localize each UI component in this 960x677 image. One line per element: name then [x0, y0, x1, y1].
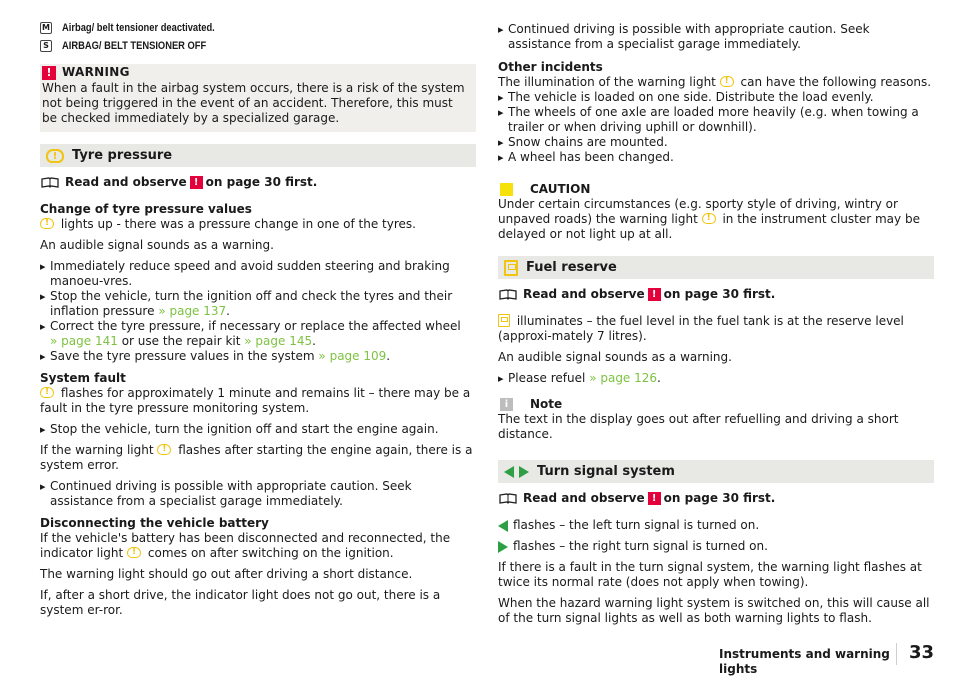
- warning-ref-icon: !: [648, 288, 661, 301]
- change-block: [40, 202, 476, 232]
- warning-box: [40, 64, 476, 132]
- paragraph: If the warning light ! flashes after starting the engine again, there is a system error.: [40, 443, 476, 473]
- warning-ref-icon: !: [648, 492, 661, 505]
- right-column: [498, 22, 934, 626]
- list-item: ▸ A wheel has been changed.: [498, 150, 934, 165]
- list-item: ▸ Please refuel » page 126.: [498, 371, 934, 386]
- paragraph: ! flashes for approximately 1 minute and remains lit – there may be a fault in the tyre pressure monitoring system.: [40, 386, 476, 416]
- section-title: Fuel reserve: [526, 260, 617, 275]
- book-icon: [499, 493, 517, 505]
- paragraph: flashes – the left turn signal is turned on.: [498, 518, 934, 533]
- footer-divider: [896, 643, 897, 665]
- tyre-pressure-icon: [720, 76, 734, 87]
- caution-header: [498, 182, 934, 197]
- paragraph: An audible signal sounds as a warning.: [498, 350, 732, 364]
- paragraph: If the vehicle's battery has been disconnected and reconnected, the indicator light ! comes on after switching on the ignition.: [40, 531, 476, 561]
- page-link[interactable]: » page 126: [589, 371, 658, 385]
- list-item: ▸ Immediately reduce speed and avoid sudden steering and braking manoeu-vres.: [40, 259, 476, 289]
- paragraph: An audible signal sounds as a warning.: [40, 238, 274, 252]
- warning-text: When a fault in the airbag system occurs, there is a risk of the system not being triggered in the event of an accident. Therefore, this must be checked immediately by a specialized garage.: [42, 81, 465, 125]
- paragraph: If there is a fault in the turn signal system, the warning light flashes at twice its normal rate (does not apply when towing).: [498, 560, 922, 589]
- page-link[interactable]: » page 145: [244, 334, 313, 348]
- subheading: Disconnecting the vehicle battery: [40, 516, 269, 530]
- caution-block: [498, 182, 934, 242]
- mode-line-m: [40, 19, 476, 37]
- page-number: 33: [908, 642, 934, 663]
- section-header-tyre: [40, 144, 476, 167]
- page-footer: [719, 642, 939, 676]
- list-item: ▸ The vehicle is loaded on one side. Distribute the load evenly.: [498, 90, 934, 105]
- read-text-b: on page 30 first.: [663, 287, 776, 301]
- mode-text: AIRBAG/ BELT TENSIONER OFF: [62, 39, 207, 52]
- fault-block: [40, 371, 476, 416]
- paragraph: ! lights up - there was a pressure change in one of the tyres.: [40, 217, 476, 232]
- read-observe: [40, 175, 476, 190]
- fuel-icon: [498, 314, 510, 327]
- right-turn-icon: [498, 541, 508, 553]
- page-link[interactable]: » page 137: [158, 304, 227, 318]
- read-text-b: on page 30 first.: [663, 491, 776, 505]
- paragraph: The text in the display goes out after refuelling and driving a short distance.: [498, 412, 899, 441]
- book-icon: [41, 177, 59, 189]
- list-item: ▸ The wheels of one axle are loaded more heavily (e.g. when towing a trailer or when driving uphill or downhill).: [498, 105, 934, 135]
- battery-block: [40, 516, 476, 561]
- paragraph: illuminates – the fuel level in the fuel tank is at the reserve level (approxi-mately 7 litres).: [498, 314, 904, 343]
- list-item: ▸ Stop the vehicle, turn the ignition off and check the tyres and their inflation pressure » page 137.: [40, 289, 476, 319]
- paragraph: If, after a short drive, the indicator light does not go out, there is a system er-ror.: [40, 588, 441, 617]
- tyre-pressure-icon: [40, 218, 54, 229]
- read-text: Read and observe: [65, 175, 187, 189]
- warning-ref-icon: !: [190, 176, 203, 189]
- caution-label: CAUTION: [530, 182, 591, 196]
- fuel-icon: [504, 260, 518, 276]
- tyre-section: [40, 144, 476, 618]
- book-icon: [499, 289, 517, 301]
- page-link[interactable]: » page 141: [50, 334, 118, 348]
- read-text: Read and observe: [523, 287, 645, 301]
- section-title: Turn signal system: [537, 464, 675, 479]
- mode-line-s: [40, 37, 476, 55]
- list-item: ▸ Snow chains are mounted.: [498, 135, 934, 150]
- section-header-fuel: [498, 256, 934, 279]
- paragraph: The warning light should go out after driving a short distance.: [40, 567, 413, 581]
- caution-icon: [500, 183, 513, 196]
- turn-signal-icon: [504, 466, 529, 478]
- list-item: ▸ Continued driving is possible with appropriate caution. Seek assistance from a specialist garage immediately.: [498, 22, 934, 52]
- bullet-list: [40, 259, 476, 364]
- tyre-pressure-icon: [46, 148, 64, 163]
- read-observe: [498, 491, 934, 506]
- section-title: Tyre pressure: [72, 148, 173, 163]
- read-text: Read and observe: [523, 491, 645, 505]
- subheading: Change of tyre pressure values: [40, 202, 252, 216]
- list-item: ▸ Correct the tyre pressure, if necessary or replace the affected wheel » page 141 or use the repair kit » page 145.: [40, 319, 476, 349]
- tyre-pressure-icon: [127, 547, 141, 558]
- info-icon: i: [500, 398, 513, 411]
- other-block: [498, 60, 934, 165]
- page-link[interactable]: » page 109: [318, 349, 387, 363]
- left-turn-icon: [498, 520, 508, 532]
- section-header-turn: [498, 460, 934, 483]
- tyre-pressure-icon: [40, 387, 54, 398]
- subheading: System fault: [40, 371, 126, 385]
- warning-icon: !: [42, 66, 56, 80]
- list-item: ▸ Save the tyre pressure values in the system » page 109.: [40, 349, 476, 364]
- read-observe: [498, 287, 934, 302]
- paragraph: flashes – the right turn signal is turned on.: [498, 539, 934, 554]
- mode-box-icon: S: [40, 40, 52, 52]
- list-item: ▸ Stop the vehicle, turn the ignition off and start the engine again.: [40, 422, 476, 437]
- mode-text: Airbag/ belt tensioner deactivated.: [62, 21, 215, 34]
- note-header: [498, 397, 934, 412]
- list-item: ▸ Continued driving is possible with appropriate caution. Seek assistance from a specialist garage immediately.: [40, 479, 476, 509]
- subheading: Other incidents: [498, 60, 603, 74]
- paragraph: Under certain circumstances (e.g. sporty style of driving, wintry or unpaved roads) the warning light ! in the instrument cluster may be delayed or not light up at all.: [498, 197, 934, 242]
- paragraph: The illumination of the warning light ! can have the following reasons.: [498, 75, 934, 90]
- warning-header: [40, 64, 476, 81]
- paragraph: When the hazard warning light system is switched on, this will cause all of the turn signal lights as well as both warning lights to flash.: [498, 596, 930, 625]
- read-text-b: on page 30 first.: [205, 175, 318, 189]
- tyre-pressure-icon: [157, 444, 171, 455]
- tyre-pressure-icon: [702, 213, 716, 224]
- note-block: [498, 397, 934, 442]
- footer-section-label: Instruments and warning lights: [719, 647, 890, 676]
- mode-box-icon: M: [40, 22, 52, 34]
- note-label: Note: [530, 397, 563, 411]
- warning-label: WARNING: [62, 65, 130, 79]
